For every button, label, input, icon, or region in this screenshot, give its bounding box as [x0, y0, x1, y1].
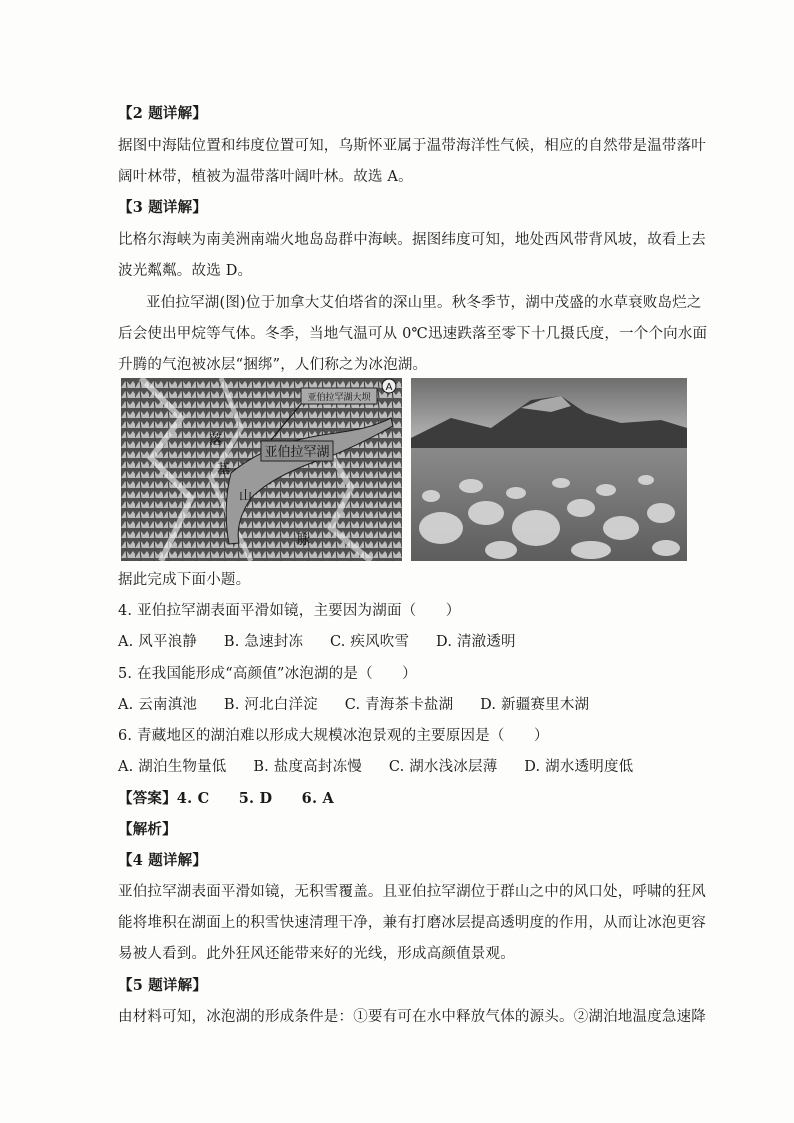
q5-option-d: D. 新疆赛里木湖 — [480, 697, 590, 713]
paragraph-q2-line1: 据图中海陆位置和纬度位置可知，乌斯怀亚属于温带海洋性气候，相应的自然带是温带落叶 — [118, 138, 706, 154]
paragraph-q2-line2: 阔叶林带，植被为温带落叶阔叶林。故选 A。 — [118, 169, 413, 185]
question-5: 5. 在我国能形成“高颜值”冰泡湖的是（ ） — [118, 666, 417, 682]
q4-option-b: B. 急速封冻 — [223, 634, 304, 650]
question-6: 6. 青藏地区的湖泊难以形成大规模冰泡景观的主要原因是（ ） — [118, 728, 549, 744]
paragraph-q4-line2: 能将堆积在湖面上的积雪快速清理干净，兼有打磨冰层提高透明度的作用，从而让冰泡更容 — [118, 915, 706, 931]
q6-option-d: D. 湖水透明度低 — [524, 759, 634, 775]
intro-line1: 亚伯拉罕湖(图)位于加拿大艾伯塔省的深山里。秋冬季节，湖中茂盛的水草衰败岛烂之 — [146, 295, 702, 311]
inset-label: 亚伯拉罕湖大坝 — [307, 393, 371, 403]
q4-option-d: D. 清澈透明 — [436, 634, 516, 650]
frozen-lake — [411, 448, 687, 561]
answer-line: 【答案】4. C 5. D 6. A — [118, 790, 334, 807]
paragraph-q3-line2: 波光粼粼。故选 D。 — [118, 263, 253, 279]
mountain-char-3: 山 — [239, 489, 253, 504]
q5-option-a: A. 云南滇池 — [118, 697, 198, 713]
lake-label: 亚伯拉罕湖 — [264, 445, 330, 460]
ice-bubble-photo — [411, 378, 687, 561]
q6-option-b: B. 盐度高封冻慢 — [253, 759, 362, 775]
paragraph-q4-line3: 易被人看到。此外狂风还能带来好的光线，形成高颜值景观。 — [118, 946, 515, 962]
q5-option-b: B. 河北白洋淀 — [223, 697, 318, 713]
instruction-line: 据此完成下面小题。 — [118, 572, 251, 588]
mountain-char-1: 落 — [209, 433, 223, 448]
analysis-heading: 【解析】 — [118, 821, 177, 838]
paragraph-q5-line1: 由材料可知，冰泡湖的形成条件是：①要有可在水中释放气体的源头。②湖泊地温度急速降 — [118, 1009, 706, 1025]
q6-option-c: C. 湖水浅冰层薄 — [388, 759, 498, 775]
mountain-char-4: 脉 — [297, 533, 311, 548]
heading-q5-detail: 【5 题详解】 — [118, 977, 208, 994]
question-5-options — [118, 695, 611, 715]
q4-option-c: C. 疾风吹雪 — [330, 634, 410, 650]
heading-q4-detail: 【4 题详解】 — [118, 852, 208, 869]
intro-line2: 后会使出甲烷等气体。冬季，当地气温可从 0℃迅速跌落至零下十几摄氏度，一个个向水面 — [118, 326, 708, 342]
q6-option-a: A. 湖泊生物量低 — [118, 759, 227, 775]
question-6-options — [118, 757, 655, 777]
intro-line3: 升腾的气泡被冰层“捆绑”，人们称之为冰泡湖。 — [118, 357, 428, 373]
q4-option-a: A. 风平浪静 — [118, 634, 198, 650]
paragraph-q3-line1: 比格尔海峡为南美洲南端火地岛岛群中海峡。据图纬度可知，地处西风带背风坡，故看上去 — [118, 232, 706, 248]
question-4-options — [118, 632, 538, 652]
lake-map-figure — [121, 378, 402, 561]
svg-text:A: A — [385, 382, 393, 393]
paragraph-q4-line1: 亚伯拉罕湖表面平滑如镜，无积雪覆盖。且亚伯拉罕湖位于群山之中的风口处，呼啸的狂风 — [118, 884, 706, 900]
heading-q3-detail: 【3 题详解】 — [118, 199, 208, 216]
q5-option-c: C. 青海茶卡盐湖 — [344, 697, 454, 713]
mountain-char-2: 基 — [217, 462, 231, 477]
question-4: 4. 亚伯拉罕湖表面平滑如镜，主要因为湖面（ ） — [118, 603, 461, 619]
heading-q2-detail: 【2 题详解】 — [118, 105, 208, 122]
